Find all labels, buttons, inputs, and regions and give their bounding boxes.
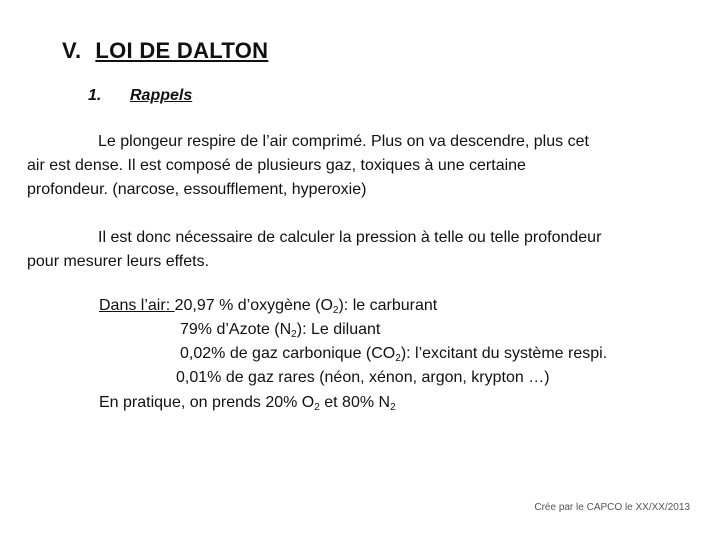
practice-line: [99, 394, 396, 412]
oxygen-text: 20,97 % d’oxygène (O: [174, 297, 333, 314]
practice-n2-subscript: 2: [390, 402, 396, 413]
rare-gas-line: 0,01% de gaz rares (néon, xénon, argon, krypton …): [176, 369, 550, 386]
paragraph1-line3: profondeur. (narcose, essoufflement, hyperoxie): [27, 181, 367, 198]
co2-text: 0,02% de gaz carbonique (CO: [180, 345, 396, 362]
paragraph1-line1: Le plongeur respire de l’air comprimé. Plus on va descendre, plus cet: [98, 133, 589, 150]
oxygen-subscript: 2: [332, 305, 339, 316]
paragraph2-line2: pour mesurer leurs effets.: [27, 253, 210, 270]
nitrogen-subscript: 2: [291, 329, 297, 340]
section-number: V.: [62, 38, 82, 63]
co2-role: ): l’excitant du système respi.: [400, 345, 608, 362]
paragraph2-line1: Il est donc nécessaire de calculer la pression à telle ou telle profondeur: [98, 229, 602, 246]
oxygen-line: [99, 297, 437, 315]
section-title: LOI DE DALTON: [95, 38, 269, 63]
nitrogen-text: 79% d’Azote (N: [180, 321, 292, 338]
nitrogen-role: ): Le diluant: [296, 321, 381, 338]
oxygen-role: ): le carburant: [338, 297, 438, 314]
footer-credit: Crée par le CAPCO le XX/XX/2013: [534, 502, 690, 513]
co2-line: [180, 345, 607, 363]
practice-o2-subscript: 2: [314, 402, 320, 413]
subsection-title: Rappels: [130, 87, 193, 104]
page-title: [62, 38, 268, 64]
practice-mid-text: et 80% N: [319, 394, 391, 411]
paragraph1-line2: air est dense. Il est composé de plusieurs gaz, toxiques à une certaine: [27, 157, 526, 174]
subsection-number: 1.: [88, 87, 102, 104]
practice-text: En pratique, on prends 20% O: [99, 394, 315, 411]
nitrogen-line: [180, 321, 380, 339]
air-intro-label: Dans l’air:: [99, 297, 175, 314]
co2-subscript: 2: [395, 353, 401, 364]
